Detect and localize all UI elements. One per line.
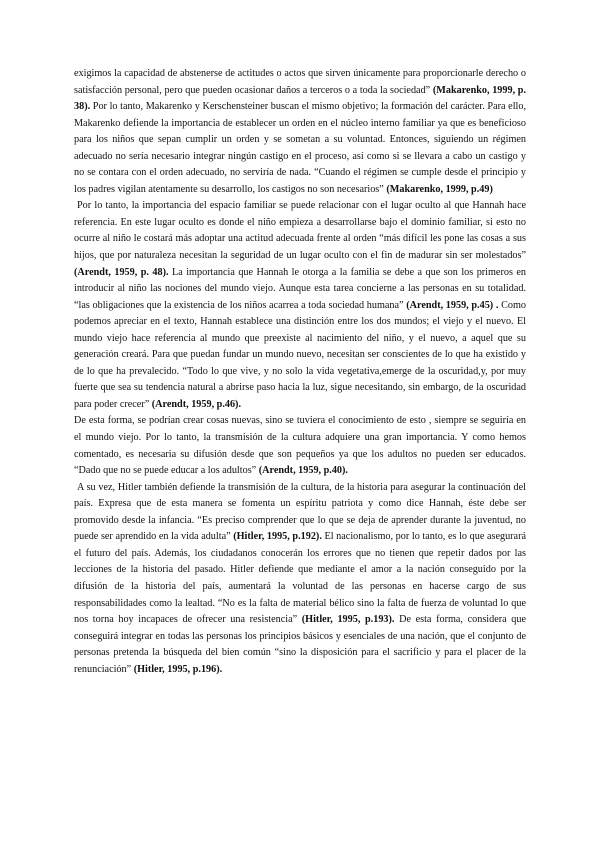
body-text: El nacionalismo, por lo tanto, es lo que asegurará el futuro del país. Además, los ciudadanos conocerán los errores que no tienen que repetir dados por las lecciones de la historia del pasado. Hitler defiende que mediante el amor a la nación conseguido por la difusión de la historia del país, aumentará la voluntad de las personas en hacerse cargo de sus responsabilidades como la lealtad. “No es la falta de material bélico sino la falta de fuerza de voluntad lo que nos torna hoy incapaces de ofrecer una resistencia” <box>74 531 526 626</box>
body-text: Por lo tanto, la importancia del espacio familiar se puede relacionar con el lugar oculto al que Hannah hace referencia. En este lugar oculto es donde el niño empieza a desarrollarse bajo el dominio familiar, si esto no ocurre al niño le costará más adoptar una actitud adecuada frente al orden “más difícil les pone las cosas a sus hijos, que por naturaleza necesitan la seguridad de un lugar oculto con el fin de madurar sin ser molestados” <box>74 200 526 262</box>
body-text: De esta forma, considera que conseguirá integrar en todas las personas los principios básicos y esenciales de una nación, que el conjunto de personas pretenda la búsqueda del bien común “sino la disposición para el sacrificio y para el placer de la renunciación” <box>74 614 526 675</box>
citation: (Hitler, 1995, p.196). <box>133 663 223 675</box>
paragraph <box>74 413 526 479</box>
citation: (Arendt, 1959, p. 48). <box>74 266 169 278</box>
citation: (Arendt, 1959, p.45) . <box>406 299 499 311</box>
body-text: A su vez, Hitler también defiende la transmisión de la cultura, de la historia para asegurar la continuación del país. Expresa que de esta manera se fomenta un espíritu patriota y como dice Hannah, éste debe ser promovido desde la infancia. “Es preciso comprender que lo que se deja de aprender durante la juventud, no puede ser aprendido en la vida adulta” <box>74 481 526 543</box>
citation: (Makarenko, 1999, p. 38). <box>74 84 527 113</box>
paragraph <box>74 480 526 679</box>
citation: (Hitler, 1995, p.192). <box>233 531 322 543</box>
citation: (Arendt, 1959, p.46). <box>151 398 242 410</box>
document-page <box>74 66 526 678</box>
citation: (Arendt, 1959, p.40). <box>258 465 348 477</box>
body-text: Como podemos apreciar en el texto, Hannah establece una distinción entre los dos mundos; el viejo y el nuevo. El mundo viejo hace referencia al mundo que preexiste al nacimiento del niño, y el nuevo, a aquel que su generación creará. Para que puedan fundar un mundo nuevo, necesitan ser conscientes de lo que ha existido y de lo que ha prevalecido. “Todo lo que vive, y no solo la vida vegetativa,emerge de la oscuridad,y, por muy fuerte que sea su tendencia natural a abrirse paso hacia la luz, sigue necesitando, sin embargo, de la oscuridad para poder crecer” <box>74 299 526 410</box>
citation: (Makarenko, 1999, p.49) <box>386 183 493 195</box>
body-text: La importancia que Hannah le otorga a la familia se debe a que son los primeros en introducir al niño las nociones del mundo viejo. Aunque esta tarea concierne a las personas en su totalidad. “las obligaciones que la existencia de los niños acarrea a toda sociedad humana” <box>74 266 526 311</box>
body-text: De esta forma, se podrían crear cosas nuevas, sino se tuviera el conocimiento de esto , siempre se seguiría en el mundo viejo. Por lo tanto, la transmisión de la cultura adquiere una gran importancia. Y como hemos comentado, es necesaria su difusión desde que son pequeños ya que los adultos no pueden ser educados. “Dado que no se puede educar a los adultos” <box>74 415 526 477</box>
body-text: exigimos la capacidad de abstenerse de actitudes o actos que sirven únicamente para proporcionarle derecho o satisfacción personal, pero que pueden ocasionar daños a terceros o a toda la sociedad” <box>74 68 526 96</box>
paragraph <box>74 198 526 413</box>
citation: (Hitler, 1995, p.193). <box>301 614 395 626</box>
body-text: Por lo tanto, Makarenko y Kerschensteiner buscan el mismo objetivo; la formación del carácter. Para ello, Makarenko defiende la importancia de establecer un orden en el núcleo interno familiar ya que es beneficioso para los niños que sepan cumplir un orden y se sometan a su voluntad. Entonces, siguiendo un régimen adecuado no sería necesario integrar ningún castigo en el proceso, así como si se llevara a cabo un castigo y no se contara con el orden adecuado, no serviría de nada. “Cuando el régimen se cumple desde el principio y los padres vigilan atentamente su desarrollo, los castigos no son necesarios” <box>74 101 526 195</box>
paragraph <box>74 66 526 198</box>
